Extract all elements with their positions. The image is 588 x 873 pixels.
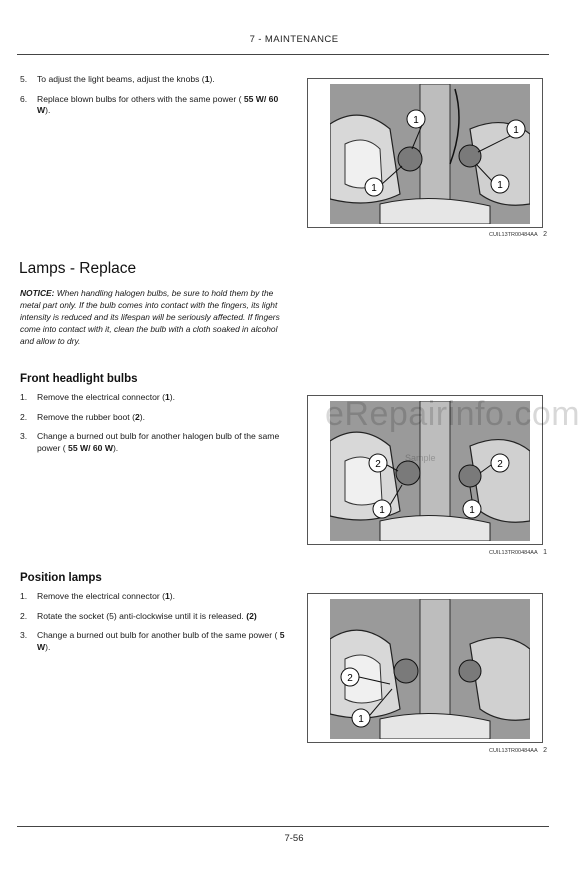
list-item: 1. Remove the electrical connector (1).	[20, 392, 176, 402]
headlight-illustration	[330, 84, 530, 224]
list-item: 3. Change a burned out bulb for another bulb of the same power ( 5 W).	[20, 630, 285, 652]
notice-paragraph: NOTICE: When handling halogen bulbs, be sure to hold them by the metal part only. If the bulb comes into contact with the fingers, its light intensity is reduced and its lifespan will be seriously affected. If fingers come into contact with it, clean the bulb with a cloth soaked in alcohol and allow to dry.	[20, 288, 280, 346]
watermark-sample: Sample	[405, 453, 436, 463]
running-header: 7 - MAINTENANCE	[249, 34, 339, 45]
subsection-title-front-headlight: Front headlight bulbs	[20, 373, 138, 385]
callout-label: 1	[413, 115, 419, 126]
callout-label: 1	[358, 714, 364, 725]
page-number: 7-56	[284, 833, 304, 844]
list-item: 6. Replace blown bulbs for others with the same power ( 55 W/ 60 W).	[20, 93, 279, 115]
list-item: 3. Change a burned out bulb for another halogen bulb of the same power ( 55 W/ 60 W).	[20, 431, 280, 453]
subsection-title-position-lamps: Position lamps	[20, 572, 102, 584]
callout-label: 2	[375, 459, 381, 470]
callout-label: 1	[513, 125, 519, 136]
footer-rule	[17, 826, 549, 827]
list-item: 2. Remove the rubber boot (2).	[20, 411, 145, 422]
position-lamps-step-list	[20, 591, 290, 661]
figure-position-lamps	[307, 593, 543, 743]
headlight-illustration	[330, 599, 530, 739]
front-headlight-step-list	[20, 392, 290, 462]
watermark: eRepairinfo.com	[325, 395, 581, 433]
callout-label: 1	[469, 505, 475, 516]
list-item: 1. Remove the electrical connector (1).	[20, 591, 176, 601]
header-rule	[17, 54, 549, 55]
callout-label: 2	[347, 673, 353, 684]
callout-label: 2	[497, 459, 503, 470]
section-title: Lamps - Replace	[19, 260, 137, 277]
figure-headlight-adjust	[307, 78, 543, 228]
list-item: 5. To adjust the light beams, adjust the knobs (1).	[20, 74, 215, 84]
callout-label: 1	[379, 505, 385, 516]
list-item: 2. Rotate the socket (5) anti-clockwise until it is released. (2)	[20, 610, 257, 621]
callout-label: 1	[371, 183, 377, 194]
callout-label: 1	[497, 180, 503, 191]
intro-step-list	[20, 74, 290, 125]
